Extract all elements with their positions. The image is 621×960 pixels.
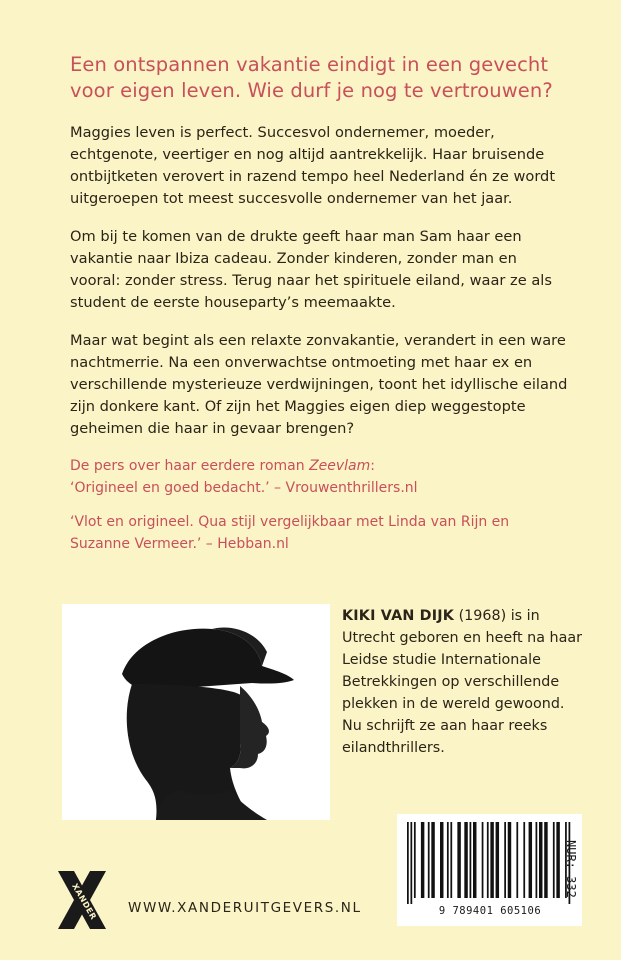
barcode-bar (421, 822, 424, 898)
press-intro-end: : (370, 458, 375, 474)
press-quote-1: ‘Origineel en goed bedacht.’ – Vrouwenthrillers.nl (70, 480, 418, 496)
barcode-bar (414, 822, 416, 898)
barcode-bar (410, 822, 412, 904)
barcode-bar (539, 822, 542, 898)
barcode-bar (496, 822, 499, 898)
barcode-bar (473, 822, 476, 898)
barcode-bar (447, 822, 449, 898)
author-bio-text: (1968) is in Utrecht geboren en heeft na haar Leidse studie Internationale Betrekkingen op verschillende plekken in de wereld gewoond. Nu schrijft ze aan haar reeks eilandthrillers. (342, 608, 582, 756)
barcode-bar (504, 822, 506, 898)
barcode-bar (536, 822, 538, 898)
publisher-website[interactable]: WWW.XANDERUITGEVERS.NL (128, 900, 362, 916)
barcode-bar (450, 822, 452, 898)
isbn-number: 9 789401 605106 (438, 905, 542, 917)
barcode-bar (407, 822, 409, 904)
barcode-bar (490, 822, 493, 898)
nur-code: NUR: 332 (564, 840, 578, 898)
press-quote-2: ‘Vlot en origineel. Qua stijl vergelijkbaar met Linda van Rijn en Suzanne Vermeer.’ – Hebban.nl (70, 514, 510, 552)
barcode-bar (529, 822, 532, 898)
barcode-bar (508, 822, 511, 898)
barcode-bar (487, 822, 489, 898)
barcode-bar (440, 822, 443, 898)
blurb-paragraph-2: Om bij te komen van de drukte geeft haar man Sam haar een vakantie naar Ibiza cadeau. Zonder kinderen, zonder man en vooral: zonder stress. Terug naar het spirituele eiland, waar ze als student de eerste houseparty’s meemaakte. (70, 228, 552, 311)
barcode-bar (544, 822, 547, 898)
author-name: KIKI VAN DIJK (342, 608, 455, 624)
press-intro: De pers over haar eerdere roman (70, 458, 310, 474)
barcode-bar (428, 822, 430, 898)
blurb (70, 122, 570, 440)
barcode-bar (553, 822, 555, 898)
blurb-paragraph-1: Maggies leven is perfect. Succesvol ondernemer, moeder, echtgenote, veertiger en nog altijd aantrekkelijk. Haar bruisende ontbijtketen verovert in razend tempo heel Nederland én ze wordt uitgeroepen tot meest succesvolle ondernemer van het jaar. (70, 124, 556, 207)
press-block-1 (70, 455, 570, 499)
author-photo (62, 604, 330, 820)
barcode-bar (516, 822, 518, 898)
logo-text: XANDER (70, 882, 99, 922)
press-book-title: Zeevlam (309, 458, 371, 474)
author-silhouette (62, 604, 330, 820)
blurb-paragraph-3: Maar wat begint als een relaxte zonvakantie, verandert in een ware nachtmerrie. Na een onverwachtse ontmoeting met haar ex en verschillende mysterieuze verdwijningen, toont het idyllische eiland zijn donkere kant. Of zijn het Maggies eigen diep weggestopte geheimen die haar in gevaar brengen? (70, 332, 568, 437)
barcode-bar (464, 822, 467, 898)
xander-logo (52, 865, 112, 935)
author-bio (342, 605, 582, 759)
barcode-bar (457, 822, 460, 898)
press-block-2 (70, 511, 570, 555)
barcode-bar (431, 822, 434, 898)
barcode-bar (482, 822, 484, 898)
tagline: Een ontspannen vakantie eindigt in een gevecht voor eigen leven. Wie durf je nog te vertrouwen? (70, 53, 553, 102)
barcode-bar (470, 822, 472, 898)
barcode-bar (523, 822, 525, 898)
